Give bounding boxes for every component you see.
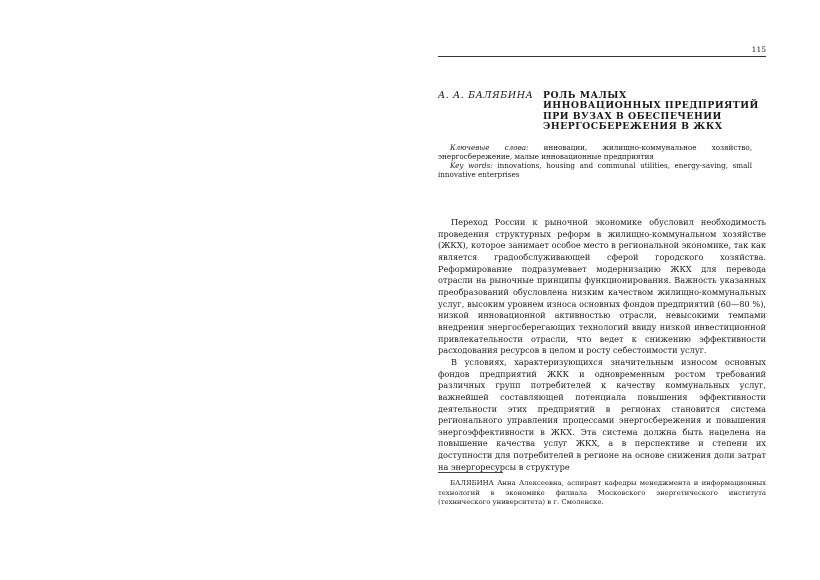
keywords-ru-label: Ключевые слова: (450, 143, 529, 152)
body-paragraph: В условиях, характеризующихся значительным износом основных фондов предприятий ЖКК и одновременным ростом требований различных групп потребителей к качеству коммунальных услуг, важнейшей составляющей потенциала повышения эффективности деятельности этих предприятий в регионах становится система регионального управления процессами энергосбережения и повышения энергоэффективности в ЖКХ. Эта система должна быть нацелена на повышение качества услуг ЖКХ, а в перспективе и степени их доступности для потребителей в регионе на основе снижения доли затрат на энергоресурсы в структуре (438, 356, 766, 472)
header-rule (438, 56, 766, 57)
keywords-en-text: innovations, housing and communal utilities, energy-saving, small innovative enterprises (438, 161, 752, 179)
keywords-ru-text: инновации, жилищно-коммунальное хозяйство, энергосбережение, малые инновационные предприятия (438, 143, 752, 161)
footnote-text: БАЛЯБИНА Анна Алексеевна, аспирант кафедры менеджмента и информационных технологий в экономике филиала Московского энергетического института (технического университета) в г. Смоленске. (438, 479, 766, 507)
keywords-en (438, 161, 752, 179)
keywords-ru (438, 143, 752, 161)
article-body (438, 217, 766, 473)
footnote-rule (438, 472, 503, 473)
title-line: ИННОВАЦИОННЫХ ПРЕДПРИЯТИЙ (543, 100, 759, 112)
title-line: РОЛЬ МАЛЫХ (543, 90, 627, 101)
title-line: ЭНЕРГОСБЕРЕЖЕНИЯ В ЖКХ (543, 121, 723, 133)
article-title (543, 91, 771, 133)
article-author: А. А. БАЛЯБИНА (438, 90, 534, 101)
keywords-block (438, 143, 752, 179)
keywords-en-label: Key words: (450, 161, 493, 170)
body-paragraph: Переход России к рыночной экономике обусловил необходимость проведения структурных реформ в жилищно-коммунальном хозяйстве (ЖКХ), которое занимает особое место в региональной экономике, так как является градообслуживающей сферой городского хозяйства. Реформирование подразумевает модернизацию ЖКХ для перевода отрасли на рыночные принципы функционирования. Важность указанных преобразований обусловлена низким качеством жилищно-коммунальных услуг, высоким уровнем износа основных фондов предприятий (60—80 %), низкой инновационной активностью отрасли, невысокими темпами внедрения энергосберегающих технологий ввиду низкой инвестиционной привлекательности отрасли, что ведет к снижению эффективности расходования ресурсов в целом и росту себестоимости услуг. (438, 217, 766, 356)
title-line: ПРИ ВУЗАХ В ОБЕСПЕЧЕНИИ (543, 110, 722, 122)
author-footnote (438, 479, 766, 508)
page-number: 115 (751, 45, 766, 54)
